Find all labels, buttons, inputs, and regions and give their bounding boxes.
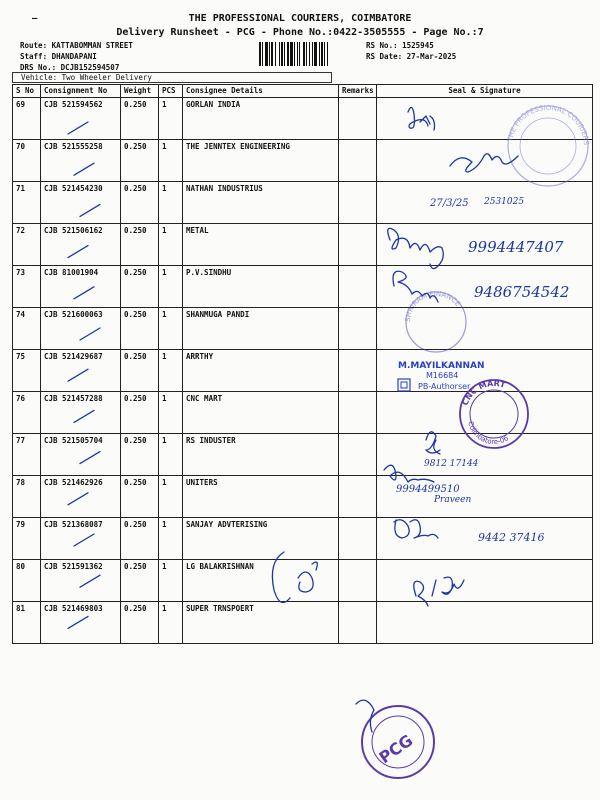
cell-weight: 0.250 — [121, 308, 159, 350]
svg-text:PCG: PCG — [375, 730, 417, 768]
col-header-weight: Weight — [121, 85, 159, 98]
cell-sno: 80 — [13, 560, 41, 602]
cell-consignee: NATHAN INDUSTRIUS — [183, 182, 339, 224]
col-header-pcs: PCS — [159, 85, 183, 98]
cell-pcs: 1 — [159, 350, 183, 392]
cell-signature — [377, 98, 593, 140]
cell-consignment-no: CJB 521457288 — [41, 392, 121, 434]
cell-signature — [377, 434, 593, 476]
cell-consignee: SANJAY ADVTERISING — [183, 518, 339, 560]
table-row — [13, 308, 593, 350]
table-row — [13, 476, 593, 518]
handwritten-phone-78: 9994499510 — [396, 484, 460, 495]
cell-sno: 70 — [13, 140, 41, 182]
cell-consignee: LG BALAKRISHNAN — [183, 560, 339, 602]
cell-signature — [377, 266, 593, 308]
cell-consignee: ARRTHY — [183, 350, 339, 392]
table-row — [13, 140, 593, 182]
cell-consignee: METAL — [183, 224, 339, 266]
cell-remarks — [339, 392, 377, 434]
cell-signature — [377, 392, 593, 434]
cell-weight: 0.250 — [121, 350, 159, 392]
cell-remarks — [339, 602, 377, 644]
runsheet-table — [12, 84, 593, 644]
cell-signature — [377, 140, 593, 182]
cell-consignment-no: CJB 521506162 — [41, 224, 121, 266]
svg-text:M16684: M16684 — [426, 371, 459, 380]
table-row — [13, 350, 593, 392]
cell-consignee: SUPER TRNSPOERT — [183, 602, 339, 644]
cell-signature — [377, 518, 593, 560]
cell-weight: 0.250 — [121, 518, 159, 560]
cell-consignment-no: CJB 521469803 — [41, 602, 121, 644]
cell-remarks — [339, 98, 377, 140]
cell-weight: 0.250 — [121, 98, 159, 140]
cell-pcs: 1 — [159, 518, 183, 560]
company-title: THE PROFESSIONAL COURIERS, COIMBATORE — [188, 13, 412, 24]
rs-number: RS No.: 1525945 — [366, 41, 434, 50]
cell-consignee: UNITERS — [183, 476, 339, 518]
cell-pcs: 1 — [159, 224, 183, 266]
handwritten-date-71: 27/3/25 — [430, 198, 469, 209]
cell-consignment-no: CJB 521594562 — [41, 98, 121, 140]
table-row — [13, 224, 593, 266]
cell-sno: 81 — [13, 602, 41, 644]
cell-remarks — [339, 476, 377, 518]
cell-consignee: CNC MART — [183, 392, 339, 434]
table-header-row — [13, 85, 593, 98]
cell-weight: 0.250 — [121, 392, 159, 434]
cell-consignment-no: CJB 521368087 — [41, 518, 121, 560]
table-row — [13, 434, 593, 476]
cell-pcs: 1 — [159, 392, 183, 434]
cell-weight: 0.250 — [121, 266, 159, 308]
cell-weight: 0.250 — [121, 182, 159, 224]
svg-text:CNC MART: CNC MART — [460, 378, 507, 407]
cell-remarks — [339, 308, 377, 350]
table-row — [13, 560, 593, 602]
svg-text:M.MAYILKANNAN: M.MAYILKANNAN — [398, 361, 485, 371]
cell-consignee: RS INDUSTER — [183, 434, 339, 476]
cell-remarks — [339, 434, 377, 476]
cell-signature — [377, 350, 593, 392]
cell-consignment-no: CJB 521429687 — [41, 350, 121, 392]
cell-consignee: GORLAN INDIA — [183, 98, 339, 140]
cell-signature — [377, 476, 593, 518]
cell-pcs: 1 — [159, 434, 183, 476]
drs-number: DRS No.: DCJB152594507 — [20, 63, 120, 72]
col-header-remarks: Remarks — [339, 85, 377, 98]
table-row — [13, 98, 593, 140]
corner-dash: — — [32, 14, 38, 24]
cell-pcs: 1 — [159, 182, 183, 224]
table-row — [13, 602, 593, 644]
cell-consignment-no: CJB 521505704 — [41, 434, 121, 476]
cell-signature — [377, 224, 593, 266]
barcode-image — [258, 42, 356, 66]
cell-sno: 69 — [13, 98, 41, 140]
handwritten-phone-73: 9486754542 — [474, 283, 570, 301]
handwritten-phone-79: 9442 37416 — [478, 531, 545, 544]
cell-pcs: 1 — [159, 266, 183, 308]
cell-consignment-no: CJB 521454230 — [41, 182, 121, 224]
route-text: Route: KATTABOMMAN STREET — [20, 41, 133, 50]
handwritten-extra-78: 9812 17144 — [424, 459, 479, 469]
cell-pcs: 1 — [159, 560, 183, 602]
handwritten-phone-72: 9994447407 — [468, 238, 564, 256]
svg-text:SHRIRAM FINANCE: SHRIRAM FINANCE — [403, 289, 462, 323]
cell-remarks — [339, 140, 377, 182]
cell-signature — [377, 560, 593, 602]
cell-sno: 78 — [13, 476, 41, 518]
cell-consignment-no: CJB 521462926 — [41, 476, 121, 518]
cell-remarks — [339, 518, 377, 560]
cell-remarks — [339, 182, 377, 224]
cell-consignee: THE JENNTEX ENGINEERING — [183, 140, 339, 182]
cell-consignment-no: CJB 521555258 — [41, 140, 121, 182]
cell-consignee: P.V.SINDHU — [183, 266, 339, 308]
col-header-sno: S No — [13, 85, 41, 98]
vehicle-text: Vehicle: Two Wheeler Delivery — [12, 72, 332, 83]
runsheet-subtitle: Delivery Runsheet - PCG - Phone No.:0422-3505555 - Page No.:7 — [116, 27, 484, 38]
svg-text:PB-Authorser: PB-Authorser — [418, 382, 471, 391]
cell-signature — [377, 308, 593, 350]
cell-sno: 74 — [13, 308, 41, 350]
cell-weight: 0.250 — [121, 140, 159, 182]
cell-weight: 0.250 — [121, 476, 159, 518]
handwritten-code-71: 2531025 — [484, 197, 525, 207]
table-row — [13, 518, 593, 560]
table-row — [13, 182, 593, 224]
table-row — [13, 266, 593, 308]
staff-text: Staff: DHANDAPANI — [20, 52, 97, 61]
cell-signature — [377, 602, 593, 644]
col-header-consignment: Consignment No — [41, 85, 121, 98]
svg-text:THE PROFESSIONAL COURIERS: THE PROFESSIONAL COURIERS — [506, 103, 591, 146]
cell-pcs: 1 — [159, 476, 183, 518]
cell-pcs: 1 — [159, 308, 183, 350]
rs-date: RS Date: 27-Mar-2025 — [366, 52, 457, 61]
cell-pcs: 1 — [159, 602, 183, 644]
cell-sno: 71 — [13, 182, 41, 224]
cell-sno: 76 — [13, 392, 41, 434]
col-header-signature: Seal & Signature — [377, 85, 593, 98]
handwritten-name-78: Praveen — [434, 495, 472, 505]
cell-consignee: SHANMUGA PANDI — [183, 308, 339, 350]
cell-sno: 79 — [13, 518, 41, 560]
cell-consignment-no: CJB 81001904 — [41, 266, 121, 308]
col-header-consignee: Consignee Details — [183, 85, 339, 98]
cell-sno: 75 — [13, 350, 41, 392]
cell-weight: 0.250 — [121, 602, 159, 644]
cell-signature — [377, 182, 593, 224]
cell-remarks — [339, 350, 377, 392]
cell-pcs: 1 — [159, 140, 183, 182]
pcg-circle-stamp — [356, 700, 434, 778]
cell-remarks — [339, 224, 377, 266]
cell-consignment-no: CJB 521600063 — [41, 308, 121, 350]
table-row — [13, 392, 593, 434]
cell-pcs: 1 — [159, 98, 183, 140]
cell-sno: 72 — [13, 224, 41, 266]
cell-sno: 73 — [13, 266, 41, 308]
svg-text:Coimbatore-06: Coimbatore-06 — [466, 420, 510, 447]
cell-weight: 0.250 — [121, 434, 159, 476]
cell-sno: 77 — [13, 434, 41, 476]
cell-consignment-no: CJB 521591362 — [41, 560, 121, 602]
cell-weight: 0.250 — [121, 224, 159, 266]
cell-remarks — [339, 560, 377, 602]
cell-remarks — [339, 266, 377, 308]
cell-weight: 0.250 — [121, 560, 159, 602]
